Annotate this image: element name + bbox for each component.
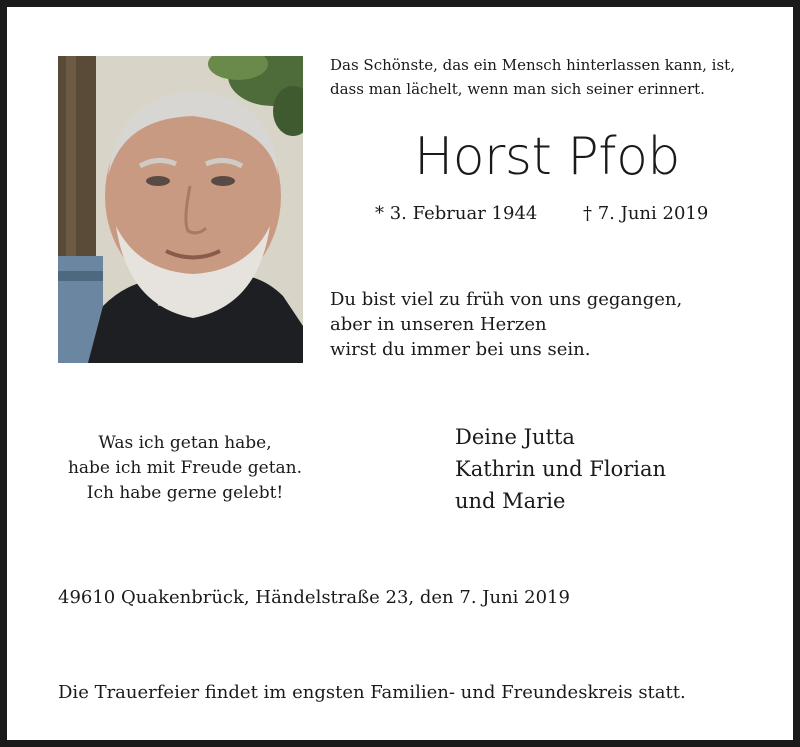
address-date-line: 49610 Quakenbrück, Händelstraße 23, den 7. Juni 2019 [58, 587, 570, 608]
opening-quote [330, 53, 735, 101]
life-motto-line: Ich habe gerne gelebt! [86, 483, 284, 503]
mourner-line: und Marie [455, 489, 566, 513]
death-date: † 7. Juni 2019 [583, 203, 709, 224]
farewell-verse-line: Du bist viel zu früh von uns gegangen, [330, 289, 683, 310]
funeral-note: Die Trauerfeier findet im engsten Familien- und Freundeskreis statt. [58, 682, 686, 703]
farewell-verse-line: aber in unseren Herzen [330, 314, 547, 335]
deceased-name: Horst Pfob [414, 127, 680, 187]
opening-quote-line: dass man lächelt, wenn man sich seiner erinnert. [330, 80, 705, 98]
life-motto-line: habe ich mit Freude getan. [67, 458, 303, 478]
mourner-line: Kathrin und Florian [455, 457, 667, 481]
mourner-line: Deine Jutta [455, 425, 575, 449]
farewell-verse-line: wirst du immer bei uns sein. [330, 339, 591, 360]
mourners-signature [455, 421, 666, 517]
portrait-photo [58, 56, 303, 363]
farewell-verse [330, 287, 682, 362]
birth-date: * 3. Februar 1944 [375, 203, 538, 224]
life-motto-line: Was ich getan habe, [98, 433, 272, 453]
life-motto [47, 431, 323, 506]
opening-quote-line: Das Schönste, das ein Mensch hinterlassen kann, ist, [330, 56, 735, 74]
